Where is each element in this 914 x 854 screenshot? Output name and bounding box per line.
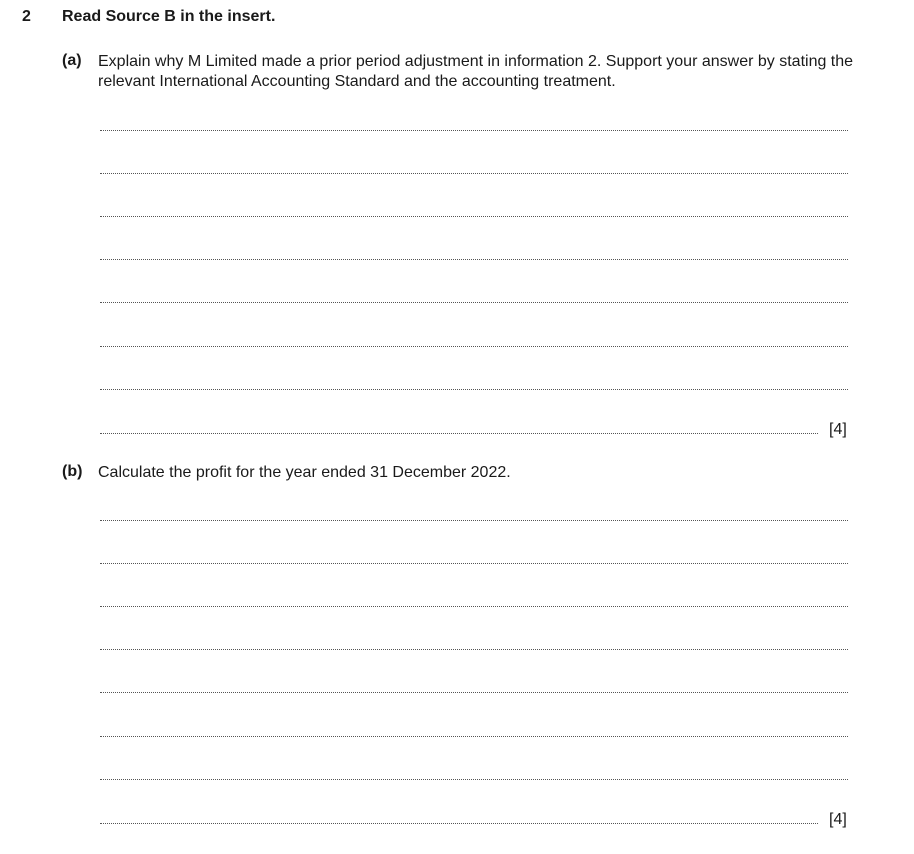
answer-line-b7[interactable] bbox=[100, 779, 848, 780]
answer-line-b2[interactable] bbox=[100, 563, 848, 564]
part-b-text: Calculate the profit for the year ended 31 December 2022. bbox=[98, 464, 511, 481]
answer-line-b1[interactable] bbox=[100, 520, 848, 521]
question-title: Read Source B in the insert. bbox=[62, 8, 276, 25]
answer-line-b6[interactable] bbox=[100, 736, 848, 737]
answer-line-b5[interactable] bbox=[100, 692, 848, 693]
answer-line-b3[interactable] bbox=[100, 606, 848, 607]
part-a-marks: [4] bbox=[829, 421, 847, 438]
answer-line-a2[interactable] bbox=[100, 173, 848, 174]
answer-line-a6[interactable] bbox=[100, 346, 848, 347]
answer-line-a4[interactable] bbox=[100, 259, 848, 260]
answer-line-b4[interactable] bbox=[100, 649, 848, 650]
part-b-label: (b) bbox=[62, 463, 83, 480]
part-a-text: Explain why M Limited made a prior period adjustment in information 2. Support your answer by stating the relevant International Accounting Standard and the accounting treatment. bbox=[98, 53, 854, 90]
part-a-label: (a) bbox=[62, 52, 82, 69]
answer-line-a8[interactable] bbox=[100, 433, 818, 434]
answer-line-a5[interactable] bbox=[100, 302, 848, 303]
answer-line-a7[interactable] bbox=[100, 389, 848, 390]
question-number: 2 bbox=[22, 8, 31, 25]
part-b-marks: [4] bbox=[829, 811, 847, 828]
answer-line-b8[interactable] bbox=[100, 823, 818, 824]
answer-line-a1[interactable] bbox=[100, 130, 848, 131]
answer-line-a3[interactable] bbox=[100, 216, 848, 217]
